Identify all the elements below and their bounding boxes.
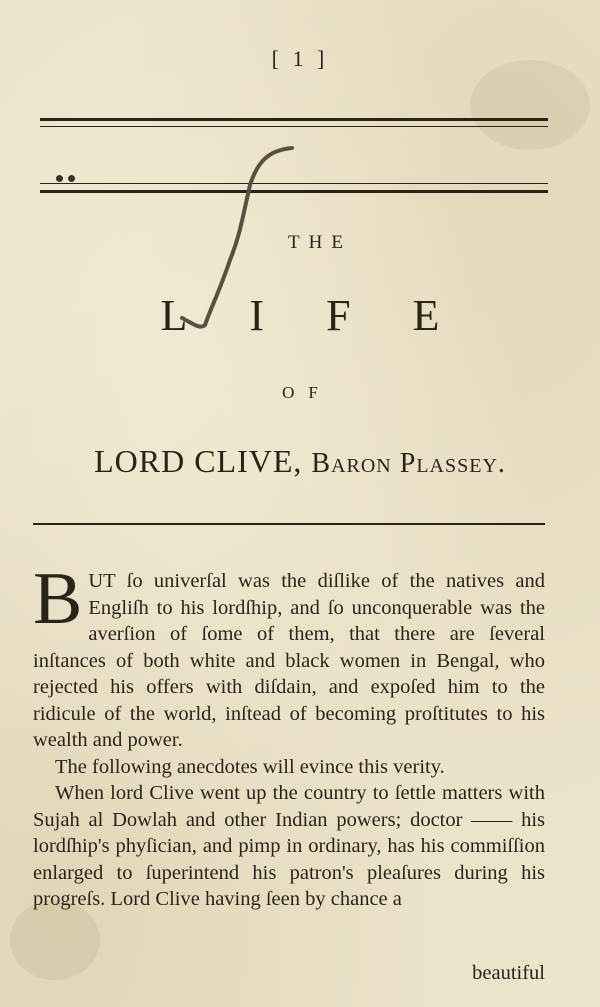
ink-dot	[56, 175, 63, 182]
page-number: [ 1 ]	[271, 46, 329, 71]
catchword: beautiful	[472, 962, 545, 984]
title-subject	[0, 443, 600, 480]
top-rule-thin	[40, 126, 548, 127]
top-rule-thick	[40, 118, 548, 121]
paragraph-1	[33, 558, 545, 754]
paragraph-3: When lord Clive went up the country to ſettle matters with Sujah al Dowlah and other Indian powers; doctor —— his lordſhip's phyſician, and pimp in ordinary, has his commiſſion enlarged to ſuperintend his patron's pleaſures during his progreſs. Lord Clive having ſeen by chance a	[33, 782, 545, 910]
baron-plassey: Baron Plassey.	[311, 448, 506, 479]
body-text	[33, 558, 545, 913]
title-life: LIFE	[160, 291, 502, 340]
lord-clive-name: LORD CLIVE,	[94, 443, 303, 479]
drop-cap: B	[33, 558, 83, 640]
paragraph-1-text: UT ſo univerſal was the diſlike of the natives and Engliſh to his lordſhip, and ſo unconquerable was the averſion of ſome of them, that there are ſeveral inſtances of both white and black women in Bengal, who rejected his offers with diſdain, and expoſed him to the ridicule of the world, inſtead of becoming proſtitutes to his wealth and power.	[33, 570, 545, 751]
paragraph-2: The following anecdotes will evince this verity.	[55, 755, 445, 778]
title-the: THE	[288, 232, 352, 253]
section-rule	[33, 523, 545, 525]
ink-dot	[68, 175, 75, 182]
title-of: OF	[282, 383, 332, 402]
paper-stain	[470, 60, 590, 150]
